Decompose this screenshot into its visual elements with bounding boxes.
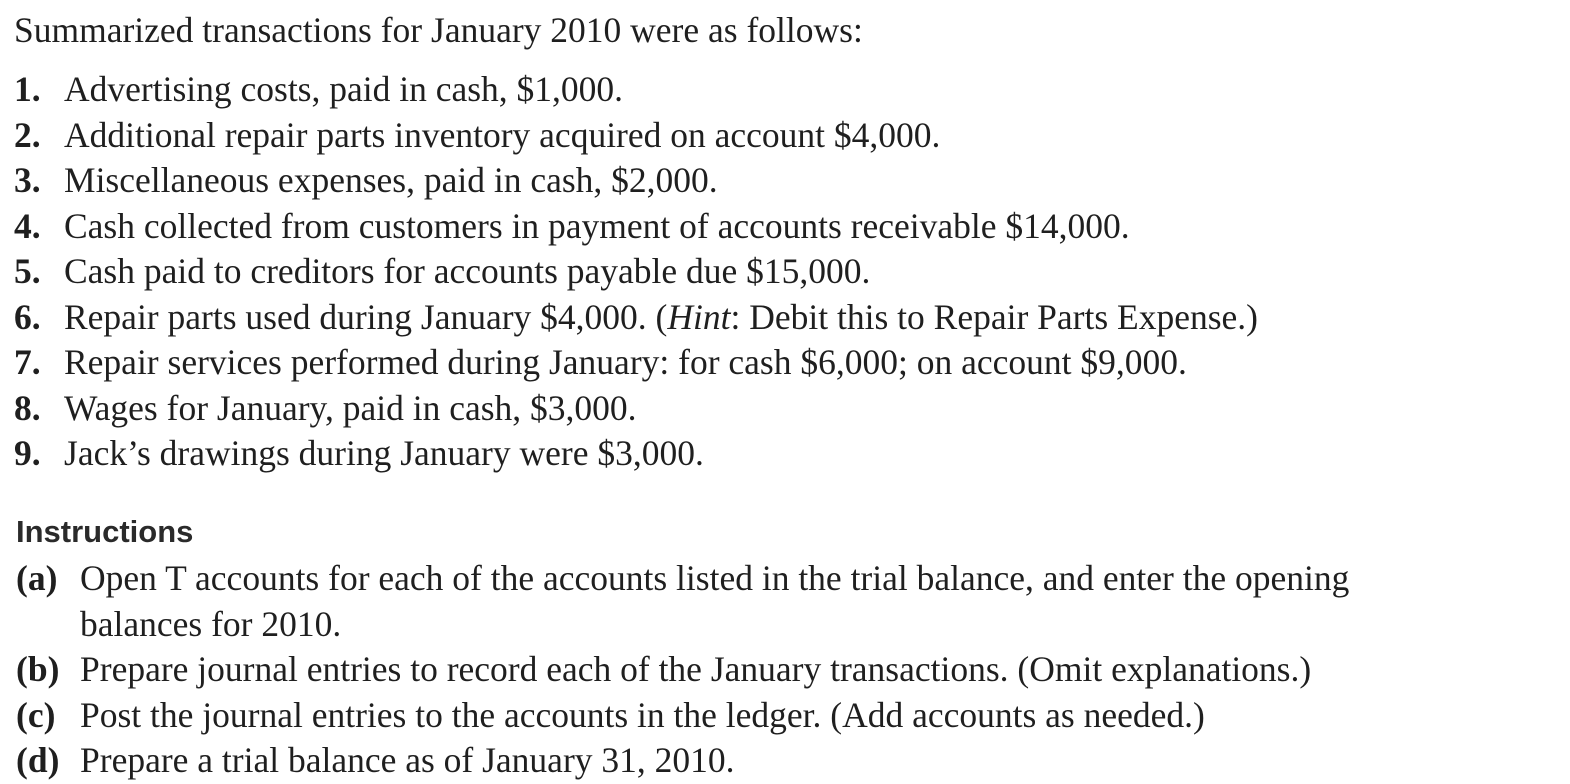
- transaction-number: 4.: [14, 205, 41, 246]
- instruction-text: Post the journal entries to the accounts in the ledger. (Add accounts as needed.): [80, 694, 1205, 735]
- instruction-item: [16, 556, 1349, 647]
- instruction-item: [16, 693, 1349, 739]
- transaction-text: Miscellaneous expenses, paid in cash, $2,000.: [64, 160, 718, 200]
- transaction-number: 7.: [14, 342, 41, 382]
- transaction-text: [64, 295, 1258, 341]
- instruction-letter: (d): [16, 740, 60, 780]
- instruction-line: Open T accounts for each of the accounts listed in the trial balance, and enter the opening: [80, 558, 1350, 598]
- transaction-text: Wages for January, paid in cash, $3,000.: [64, 387, 637, 428]
- hint-label: Hint: [667, 296, 731, 337]
- transaction-number: 2.: [14, 114, 41, 155]
- transaction-text: Repair services performed during January: for cash $6,000; on account $9,000.: [64, 342, 1187, 382]
- transaction-text: Jack’s drawings during January were $3,000.: [64, 433, 704, 473]
- transaction-text: Cash collected from customers in payment of accounts receivable $14,000.: [64, 205, 1130, 246]
- transaction-list: [14, 67, 1258, 477]
- instruction-text: [80, 556, 1349, 647]
- transaction-item: [14, 249, 1258, 295]
- transaction-number: 1.: [14, 69, 41, 109]
- transaction-item: [14, 295, 1258, 341]
- transaction-number: 9.: [14, 433, 41, 473]
- transaction-item: [14, 67, 1258, 113]
- transaction-text-part: Repair parts used during January $4,000. (: [64, 296, 668, 337]
- transaction-item: [14, 158, 1258, 204]
- instruction-text: Prepare a trial balance as of January 31, 2010.: [80, 740, 735, 780]
- transaction-number: 3.: [14, 160, 41, 200]
- instructions-list: [16, 556, 1349, 784]
- intro-text: Summarized transactions for January 2010 were as follows:: [14, 10, 863, 50]
- instruction-letter: (a): [16, 558, 58, 598]
- transaction-number: 5.: [14, 251, 41, 291]
- transaction-number: 6.: [14, 296, 41, 337]
- transaction-number: 8.: [14, 387, 41, 428]
- instruction-letter: (b): [16, 649, 60, 689]
- transaction-text: Advertising costs, paid in cash, $1,000.: [64, 69, 624, 109]
- instructions-heading: Instructions: [16, 514, 194, 549]
- instruction-item: [16, 738, 1349, 784]
- transaction-text-part: : Debit this to Repair Parts Expense.): [730, 296, 1258, 337]
- instruction-text: Prepare journal entries to record each of the January transactions. (Omit explanations.): [80, 649, 1312, 689]
- instruction-letter: (c): [16, 694, 56, 735]
- transaction-item: [14, 386, 1258, 432]
- instruction-item: [16, 647, 1349, 693]
- transaction-text: Additional repair parts inventory acquired on account $4,000.: [64, 114, 941, 155]
- transaction-item: [14, 340, 1258, 386]
- transaction-item: [14, 431, 1258, 477]
- transaction-item: [14, 113, 1258, 159]
- instruction-line: balances for 2010.: [80, 603, 342, 644]
- transaction-text: Cash paid to creditors for accounts payable due $15,000.: [64, 251, 871, 291]
- transaction-item: [14, 204, 1258, 250]
